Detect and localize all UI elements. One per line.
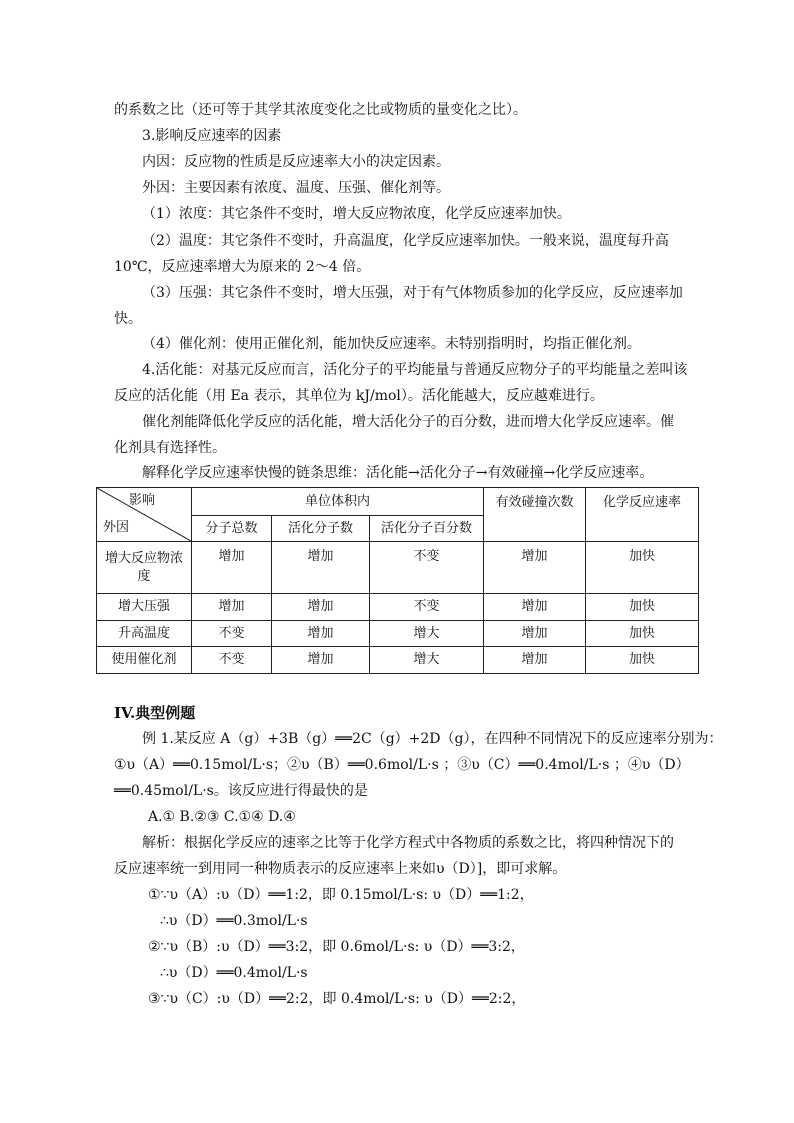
paragraph-line: 催化剂能降低化学反应的活化能，增大活化分子的百分数，进而增大化学反应速率。催 (142, 414, 674, 430)
cell-percent: 增大 (370, 621, 484, 647)
cell-active: 增加 (272, 621, 370, 647)
paragraph-line: 化剂具有选择性。 (114, 440, 226, 456)
paragraph-line: 的系数之比（还可等于其学其浓度变化之比或物质的量变化之比）。 (114, 102, 527, 118)
section-heading: IV.典型例题 (114, 704, 196, 722)
example-line: ∴υ（D）══0.3mol/L·s (160, 913, 308, 929)
paragraph-line: 解释化学反应速率快慢的链条思维：活化能→活化分子→有效碰撞→化学反应速率。 (142, 465, 654, 481)
header-active-molecules: 活化分子数 (272, 516, 370, 542)
cell-rate: 加快 (586, 594, 699, 621)
paragraph-line: 反应的活化能（用 Ea 表示，其单位为 kJ/mol）。活化能越大，反应越难进行。 (114, 388, 604, 404)
paragraph-line: （4）催化剂：使用正催化剂，能加快反应速率。未特别指明时，均指正催化剂。 (142, 336, 641, 352)
paragraph-line: （2）温度：其它条件不变时，升高温度，化学反应速率加快。一般来说，温度每升高 (142, 233, 669, 249)
table-row (97, 647, 699, 674)
table-corner-cell (97, 488, 192, 542)
header-active-percent: 活化分子百分数 (370, 516, 484, 542)
example-line: 例 1.某反应 A（g）+3B（g）══2C（g）+2D（g），在四种不同情况下的反应速率分别为： (142, 731, 723, 747)
cell-active: 增加 (272, 594, 370, 621)
cell-active: 增加 (272, 647, 370, 674)
example-line: ②∵υ（B）:υ（D）══3:2，即 0.6mol/L·s: υ（D）══3:2， (148, 939, 525, 955)
corner-header-bottom: 外因 (103, 520, 130, 535)
example-line: ══0.45mol/L·s。该反应进行得最快的是 (114, 783, 368, 799)
cell-total: 不变 (192, 621, 272, 647)
cell-rate: 加快 (586, 647, 699, 674)
paragraph-line: （3）压强：其它条件不变时，增大压强，对于有气体物质参加的化学反应，反应速率加 (142, 285, 683, 301)
example-line: ∴υ（D）══0.4mol/L·s (160, 965, 308, 981)
cell-rate: 加快 (586, 542, 699, 594)
cell-factor: 增大压强 (97, 594, 192, 621)
paragraph-line: 快。 (114, 311, 142, 327)
header-rate: 化学反应速率 (586, 488, 699, 542)
example-line: ①∵υ（A）:υ（D）══1:2，即 0.15mol/L·s: υ（D）══1:2， (148, 887, 534, 903)
paragraph-line: 内因：反应物的性质是反应速率大小的决定因素。 (142, 154, 450, 170)
cell-total: 增加 (192, 542, 272, 594)
cell-collisions: 增加 (484, 594, 586, 621)
paragraph-line: 4.活化能：对基元反应而言，活化分子的平均能量与普通反应物分子的平均能量之差叫该 (142, 362, 688, 378)
cell-factor: 增大反应物浓度 (97, 542, 192, 594)
example-line: 反应速率统一到用同一种物质表示的反应速率上来如υ（D）]，即可求解。 (114, 861, 567, 877)
cell-total: 不变 (192, 647, 272, 674)
cell-collisions: 增加 (484, 621, 586, 647)
section-heading: 3.影响反应速率的因素 (142, 128, 282, 144)
cell-percent: 不变 (370, 594, 484, 621)
corner-header-top: 影响 (128, 493, 155, 508)
table-row (97, 621, 699, 647)
table-row (97, 594, 699, 621)
cell-factor: 使用催化剂 (97, 647, 192, 674)
example-line: ①υ（A）══0.15mol/L·s；②υ（B）══0.6mol/L·s ；③υ（C）══0.4mol/L·s ；④υ（D） (114, 757, 690, 773)
paragraph-line: 外因：主要因素有浓度、温度、压强、催化剂等。 (142, 180, 450, 196)
cell-collisions: 增加 (484, 542, 586, 594)
example-line: 解析：根据化学反应的速率之比等于化学方程式中各物质的系数之比，将四种情况下的 (142, 835, 674, 851)
answer-options: A.① B.②③ C.①④ D.④ (148, 809, 296, 825)
paragraph-line: 10℃，反应速率增大为原来的 2～4 倍。 (114, 259, 371, 275)
header-total-molecules: 分子总数 (192, 516, 272, 542)
paragraph-line: （1）浓度：其它条件不变时，增大反应物浓度，化学反应速率加快。 (142, 206, 571, 222)
example-line: ③∵υ（C）:υ（D）══2:2，即 0.4mol/L·s: υ（D）══2:2， (148, 991, 526, 1007)
cell-percent: 不变 (370, 542, 484, 594)
rate-factors-table (96, 487, 699, 674)
cell-collisions: 增加 (484, 647, 586, 674)
group-header: 单位体积内 (192, 488, 484, 516)
cell-active: 增加 (272, 542, 370, 594)
cell-total: 增加 (192, 594, 272, 621)
header-collisions: 有效碰撞次数 (484, 488, 586, 542)
cell-factor: 升高温度 (97, 621, 192, 647)
cell-percent: 增大 (370, 647, 484, 674)
cell-rate: 加快 (586, 621, 699, 647)
table-row (97, 542, 699, 594)
